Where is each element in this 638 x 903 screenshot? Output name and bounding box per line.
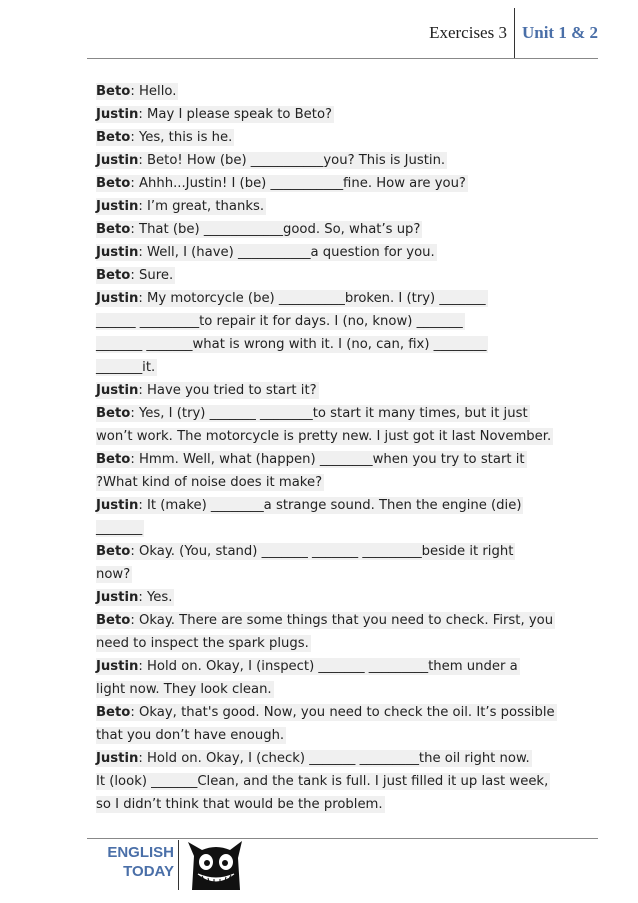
speaker-name: Beto <box>96 176 131 191</box>
dialogue-line <box>96 172 596 195</box>
speech-text: _______ _______what is wrong with it. I (no, can, fix) ________ <box>96 337 487 352</box>
dialogue-text <box>96 474 324 491</box>
dialogue-line <box>96 402 596 425</box>
dialogue-line <box>96 379 596 402</box>
exercise-title: Exercises 3 <box>429 8 515 58</box>
speech-text: : Yes, this is he. <box>130 130 233 145</box>
dialogue-text <box>96 313 465 330</box>
dialogue-line <box>96 218 596 241</box>
dialogue-text <box>96 796 385 813</box>
dialogue-text <box>96 773 550 790</box>
unit-label: Unit 1 & 2 <box>521 23 598 42</box>
dialogue-line <box>96 103 596 126</box>
dialogue-text <box>96 244 437 261</box>
speech-text: : Beto! How (be) ___________you? This is Justin. <box>138 153 446 168</box>
footer-divider <box>87 838 598 839</box>
dialogue-line <box>96 333 596 356</box>
speech-text: that you don’t have enough. <box>96 728 285 743</box>
dialogue-line <box>96 241 596 264</box>
speech-text: : Okay. There are some things that you need to check. First, you <box>130 613 554 628</box>
dialogue-exercise <box>96 80 596 816</box>
speaker-name: Beto <box>96 268 131 283</box>
speech-text: : Well, I (have) ___________a question for you. <box>138 245 435 260</box>
speech-text: ______ _________to repair it for days. I (no, know) _______ <box>96 314 463 329</box>
dialogue-line <box>96 701 596 724</box>
footer-vertical-divider <box>178 840 179 890</box>
speaker-name: Beto <box>96 406 131 421</box>
speech-text: It (look) _______Clean, and the tank is full. I just filled it up last week, <box>96 774 549 789</box>
speech-text: : Okay. (You, stand) _______ _______ _________beside it right <box>130 544 514 559</box>
dialogue-text <box>96 589 174 606</box>
dialogue-line <box>96 655 596 678</box>
dialogue-line <box>96 609 596 632</box>
dialogue-text <box>96 152 447 169</box>
dialogue-text <box>96 382 319 399</box>
dialogue-line <box>96 425 596 448</box>
dialogue-line <box>96 287 596 310</box>
footer-brand-line1: ENGLISH <box>107 844 174 861</box>
dialogue-line <box>96 678 596 701</box>
dialogue-text <box>96 635 311 652</box>
dialogue-text <box>96 129 234 146</box>
speech-text: : Hello. <box>130 84 177 99</box>
speech-text: : My motorcycle (be) __________broken. I (try) _______ <box>138 291 486 306</box>
speaker-name: Beto <box>96 222 131 237</box>
speech-text: ?What kind of noise does it make? <box>96 475 323 490</box>
speech-text: : Ahhh...Justin! I (be) ___________fine. How are you? <box>130 176 466 191</box>
speech-text: : That (be) ____________good. So, what’s up? <box>130 222 421 237</box>
dialogue-line <box>96 632 596 655</box>
dialogue-text <box>96 658 520 675</box>
speaker-name: Justin <box>96 291 139 306</box>
dialogue-text <box>96 750 532 767</box>
footer-brand-line2: TODAY <box>123 863 174 880</box>
dialogue-text <box>96 175 468 192</box>
dialogue-text <box>96 520 144 537</box>
dialogue-text <box>96 83 178 100</box>
page-header <box>429 8 598 58</box>
dialogue-text <box>96 704 557 721</box>
header-divider <box>87 58 598 59</box>
speaker-name: Justin <box>96 590 139 605</box>
dialogue-line <box>96 149 596 172</box>
dialogue-text <box>96 727 286 744</box>
dialogue-line <box>96 126 596 149</box>
dialogue-line <box>96 586 596 609</box>
speech-text: : Hold on. Okay, I (check) _______ _________the oil right now. <box>138 751 530 766</box>
speech-text: so I didn’t think that would be the problem. <box>96 797 383 812</box>
dialogue-line <box>96 310 596 333</box>
speaker-name: Justin <box>96 498 139 513</box>
dialogue-line <box>96 195 596 218</box>
speech-text: : May I please speak to Beto? <box>138 107 333 122</box>
dialogue-text <box>96 428 553 445</box>
speaker-name: Justin <box>96 383 139 398</box>
speaker-name: Beto <box>96 613 131 628</box>
dialogue-text <box>96 612 555 629</box>
speech-text: : Hmm. Well, what (happen) ________when you try to start it <box>130 452 525 467</box>
dialogue-line <box>96 540 596 563</box>
speech-text: light now. They look clean. <box>96 682 272 697</box>
dialogue-text <box>96 566 132 583</box>
footer-brand <box>94 843 174 881</box>
speaker-name: Justin <box>96 659 139 674</box>
speech-text: : Have you tried to start it? <box>138 383 317 398</box>
dialogue-text <box>96 106 334 123</box>
speech-text: : Okay, that's good. Now, you need to check the oil. It’s possible <box>130 705 555 720</box>
speaker-name: Beto <box>96 705 131 720</box>
speaker-name: Beto <box>96 84 131 99</box>
dialogue-text <box>96 497 523 514</box>
dialogue-line <box>96 517 596 540</box>
speech-text: : I’m great, thanks. <box>138 199 265 214</box>
dialogue-text <box>96 336 488 353</box>
speech-text: : Yes. <box>138 590 173 605</box>
speech-text: won’t work. The motorcycle is pretty new. I just got it last November. <box>96 429 552 444</box>
dialogue-text <box>96 290 488 307</box>
speaker-name: Justin <box>96 751 139 766</box>
speech-text: _______it. <box>96 360 156 375</box>
speech-text: : Yes, I (try) _______ ________to start it many times, but it just <box>130 406 528 421</box>
speaker-name: Beto <box>96 452 131 467</box>
dialogue-line <box>96 471 596 494</box>
speaker-name: Justin <box>96 199 139 214</box>
speech-text: now? <box>96 567 131 582</box>
dialogue-text <box>96 267 175 284</box>
black-cat-mascot-icon <box>186 838 246 892</box>
dialogue-text <box>96 451 527 468</box>
speaker-name: Beto <box>96 544 131 559</box>
speech-text: : Sure. <box>130 268 174 283</box>
dialogue-text <box>96 405 530 422</box>
dialogue-text <box>96 198 266 215</box>
dialogue-line <box>96 448 596 471</box>
dialogue-line <box>96 264 596 287</box>
speech-text: _______ <box>96 521 143 536</box>
speaker-name: Justin <box>96 107 139 122</box>
dialogue-text <box>96 681 274 698</box>
dialogue-text <box>96 221 422 238</box>
dialogue-line <box>96 80 596 103</box>
speaker-name: Beto <box>96 130 131 145</box>
speech-text: : It (make) ________a strange sound. Then the engine (die) <box>138 498 522 513</box>
speaker-name: Justin <box>96 153 139 168</box>
dialogue-line <box>96 356 596 379</box>
dialogue-line <box>96 747 596 770</box>
dialogue-text <box>96 543 515 560</box>
dialogue-line <box>96 793 596 816</box>
dialogue-line <box>96 494 596 517</box>
speech-text: need to inspect the spark plugs. <box>96 636 309 651</box>
dialogue-line <box>96 563 596 586</box>
dialogue-text <box>96 359 157 376</box>
speech-text: : Hold on. Okay, I (inspect) _______ _________them under a <box>138 659 518 674</box>
speaker-name: Justin <box>96 245 139 260</box>
dialogue-line <box>96 770 596 793</box>
dialogue-line <box>96 724 596 747</box>
